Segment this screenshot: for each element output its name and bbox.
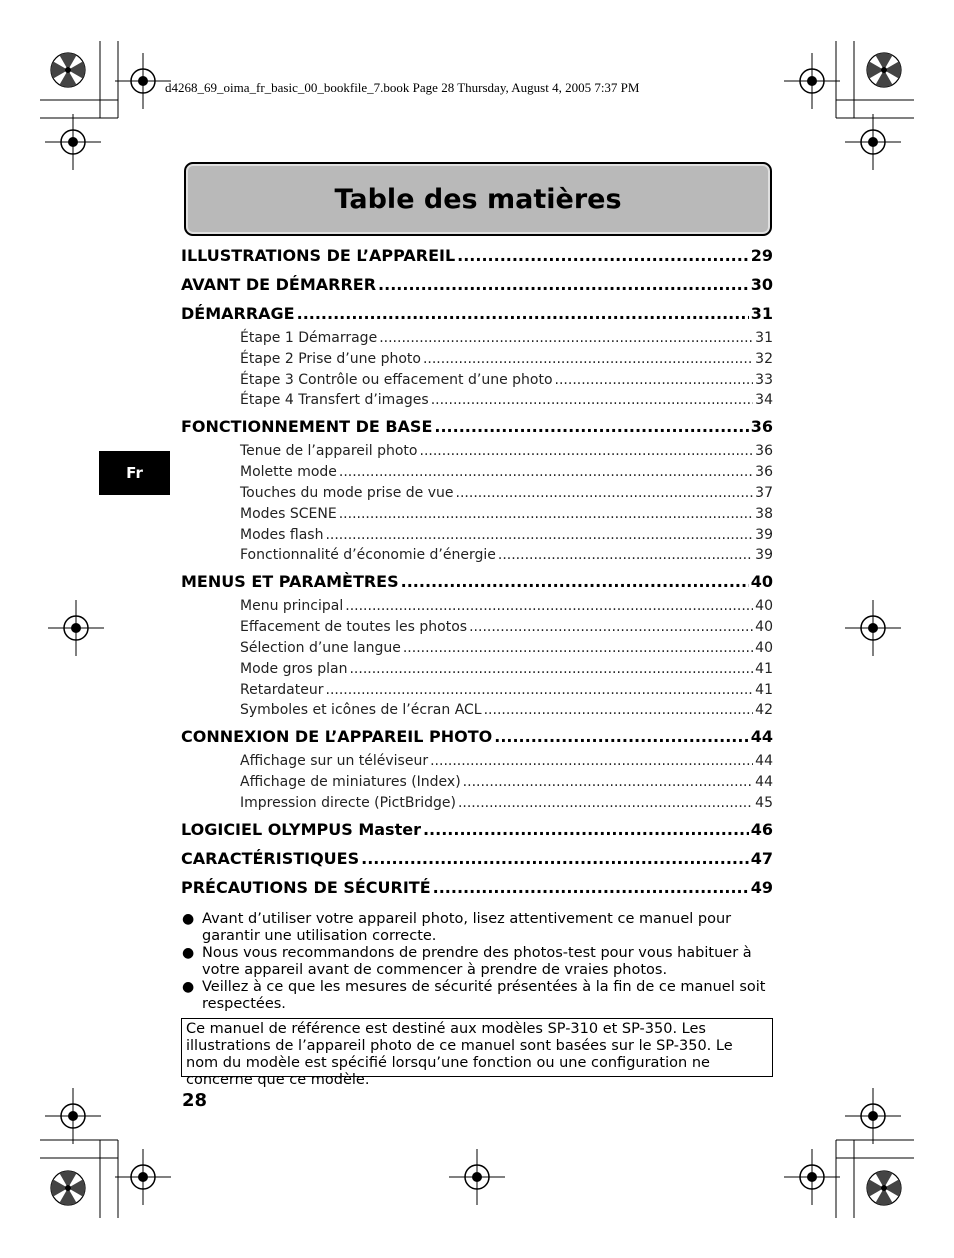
toc-leader [361, 848, 749, 870]
toc-label: Tenue de l’appareil photo [240, 443, 418, 460]
toc-page-number: 30 [750, 275, 773, 294]
toc-label: Affichage sur un téléviseur [240, 753, 429, 770]
toc-label: Étape 3 Contrôle ou effacement d’une photo [240, 371, 553, 388]
toc-page-number: 40 [755, 640, 773, 656]
toc-page-number: 34 [755, 392, 773, 409]
toc-subsection [240, 390, 773, 410]
note-item [181, 979, 773, 1013]
toc-subsection [240, 793, 773, 813]
toc-leader [423, 819, 749, 841]
toc-leader [326, 680, 754, 700]
toc-subsection [240, 638, 773, 658]
toc-leader [345, 596, 753, 616]
toc-subsection [240, 328, 773, 348]
toc-leader [494, 726, 749, 748]
toc-leader [431, 390, 753, 410]
toc-leader [401, 571, 749, 593]
toc-section [181, 726, 773, 748]
toc-label: Fonctionnalité d’économie d’énergie [240, 547, 496, 564]
toc-leader [457, 245, 749, 267]
toc-subsection [240, 349, 773, 369]
toc-label: Symboles et icônes de l’écran ACL [240, 702, 482, 719]
toc-leader [458, 793, 753, 813]
note-text: Nous vous recommandons de prendre des photos-test pour vous habituer à votre appareil avant de commencer à prendre de vraies photos. [202, 945, 752, 978]
toc-leader [484, 700, 754, 720]
title-banner [184, 162, 772, 236]
toc-leader [339, 462, 753, 482]
toc-label: Retardateur [240, 681, 324, 698]
toc-label: Impression directe (PictBridge) [240, 795, 456, 811]
toc-leader [463, 772, 754, 792]
info-box: Ce manuel de référence est destiné aux modèles SP-310 et SP-350. Les illustrations de l’appareil photo de ce manuel sont basées sur le SP-350. Le nom du modèle est spécifié lorsqu’une fonction ou une configuration ne concerne que ce modèle. [181, 1018, 773, 1077]
toc-label: Modes flash [240, 526, 324, 543]
toc-subsection [240, 370, 773, 390]
toc-subsection [240, 462, 773, 482]
language-tab-label: Fr [126, 464, 143, 482]
toc-leader [297, 303, 749, 325]
toc-subsection [240, 545, 773, 565]
toc-label: CONNEXION DE L’APPAREIL PHOTO [181, 727, 493, 747]
toc-leader [379, 328, 753, 348]
toc-section [181, 245, 773, 267]
toc-section [181, 877, 773, 899]
toc-label: LOGICIEL OLYMPUS Master [181, 820, 421, 839]
toc-leader [339, 504, 753, 524]
toc-page-number: 31 [750, 304, 773, 323]
toc-leader [430, 751, 753, 771]
toc-page-number: 46 [750, 820, 773, 839]
toc-page-number: 36 [755, 464, 773, 481]
toc-subsection [240, 751, 773, 771]
toc-subsection [240, 596, 773, 616]
toc-leader [325, 525, 753, 545]
toc-leader [420, 441, 754, 461]
toc-section [181, 303, 773, 325]
toc-section [181, 848, 773, 870]
toc-label: PRÉCAUTIONS DE SÉCURITÉ [181, 878, 431, 897]
toc-label: DÉMARRAGE [181, 304, 295, 323]
toc-leader [456, 483, 754, 503]
page-title: Table des matières [334, 183, 622, 215]
toc-page-number: 40 [755, 598, 773, 615]
toc-leader [433, 877, 749, 899]
note-item [181, 945, 773, 979]
toc-label: Molette mode [240, 464, 337, 481]
toc-page-number: 39 [755, 526, 773, 543]
toc-subsection [240, 617, 773, 637]
toc-leader [469, 617, 753, 637]
toc-section [181, 416, 773, 438]
toc-label: CARACTÉRISTIQUES [181, 849, 360, 868]
notes-list [181, 911, 773, 1013]
toc-page-number: 44 [755, 753, 773, 770]
toc-page-number: 40 [755, 619, 773, 636]
toc-subsection [240, 504, 773, 524]
toc-section [181, 819, 773, 841]
toc-label: FONCTIONNEMENT DE BASE [181, 417, 433, 437]
toc-label: Sélection d’une langue [240, 640, 401, 656]
toc-page-number: 42 [755, 702, 773, 719]
toc-leader [423, 349, 753, 369]
note-text: Veillez à ce que les mesures de sécurité présentées à la fin de ce manuel soit respectées. [202, 979, 766, 1012]
language-tab [99, 451, 170, 495]
toc-subsection [240, 525, 773, 545]
bullet-icon: ● [182, 911, 195, 927]
toc-page-number: 44 [750, 727, 773, 747]
toc-section [181, 571, 773, 593]
toc-leader [378, 274, 749, 296]
toc-label: Affichage de miniatures (Index) [240, 774, 461, 791]
toc-section [181, 274, 773, 296]
toc-subsection [240, 700, 773, 720]
toc-subsection [240, 659, 773, 679]
toc-label: Étape 2 Prise d’une photo [240, 350, 421, 367]
toc-page-number: 41 [755, 660, 773, 677]
toc-leader [555, 370, 754, 390]
bullet-icon: ● [182, 945, 195, 961]
toc-leader [403, 638, 753, 658]
toc-subsection [240, 772, 773, 792]
toc-label: Mode gros plan [240, 660, 348, 677]
toc-subsection [240, 680, 773, 700]
toc-page-number: 44 [755, 774, 773, 791]
toc-page-number: 47 [750, 849, 773, 868]
toc-page-number: 36 [750, 417, 773, 437]
toc-leader [434, 416, 748, 438]
toc-page-number: 31 [755, 330, 773, 346]
toc-label: ILLUSTRATIONS DE L’APPAREIL [181, 246, 456, 265]
toc-page-number: 39 [755, 547, 773, 564]
toc-page-number: 49 [750, 878, 773, 897]
toc-subsection [240, 483, 773, 503]
toc-subsection [240, 441, 773, 461]
toc-page-number: 36 [755, 443, 773, 460]
toc-label: Étape 1 Démarrage [240, 330, 378, 346]
toc-page-number: 37 [755, 485, 773, 501]
toc-label: Modes SCENE [240, 505, 337, 522]
page-number: 28 [182, 1090, 208, 1111]
toc-page-number: 40 [750, 572, 773, 592]
note-item [181, 911, 773, 945]
file-info-header: d4268_69_oima_fr_basic_00_bookfile_7.book Page 28 Thursday, August 4, 2005 7:37 PM [165, 80, 640, 95]
bullet-icon: ● [182, 979, 195, 995]
toc-page-number: 33 [755, 371, 773, 388]
toc-label: MENUS ET PARAMÈTRES [181, 572, 399, 592]
toc-page-number: 45 [755, 795, 773, 811]
toc-leader [498, 545, 753, 565]
toc-page-number: 32 [755, 350, 773, 367]
toc-label: Menu principal [240, 598, 344, 615]
toc-page-number: 29 [750, 246, 773, 265]
toc-label: AVANT DE DÉMARRER [181, 275, 377, 294]
toc-page-number: 38 [755, 505, 773, 522]
toc-label: Effacement de toutes les photos [240, 619, 468, 636]
toc-leader [349, 659, 753, 679]
toc-page-number: 41 [755, 681, 773, 698]
note-text: Avant d’utiliser votre appareil photo, lisez attentivement ce manuel pour garantir une utilisation correcte. [202, 911, 732, 944]
toc-label: Touches du mode prise de vue [240, 485, 454, 501]
toc-label: Étape 4 Transfert d’images [240, 392, 429, 409]
